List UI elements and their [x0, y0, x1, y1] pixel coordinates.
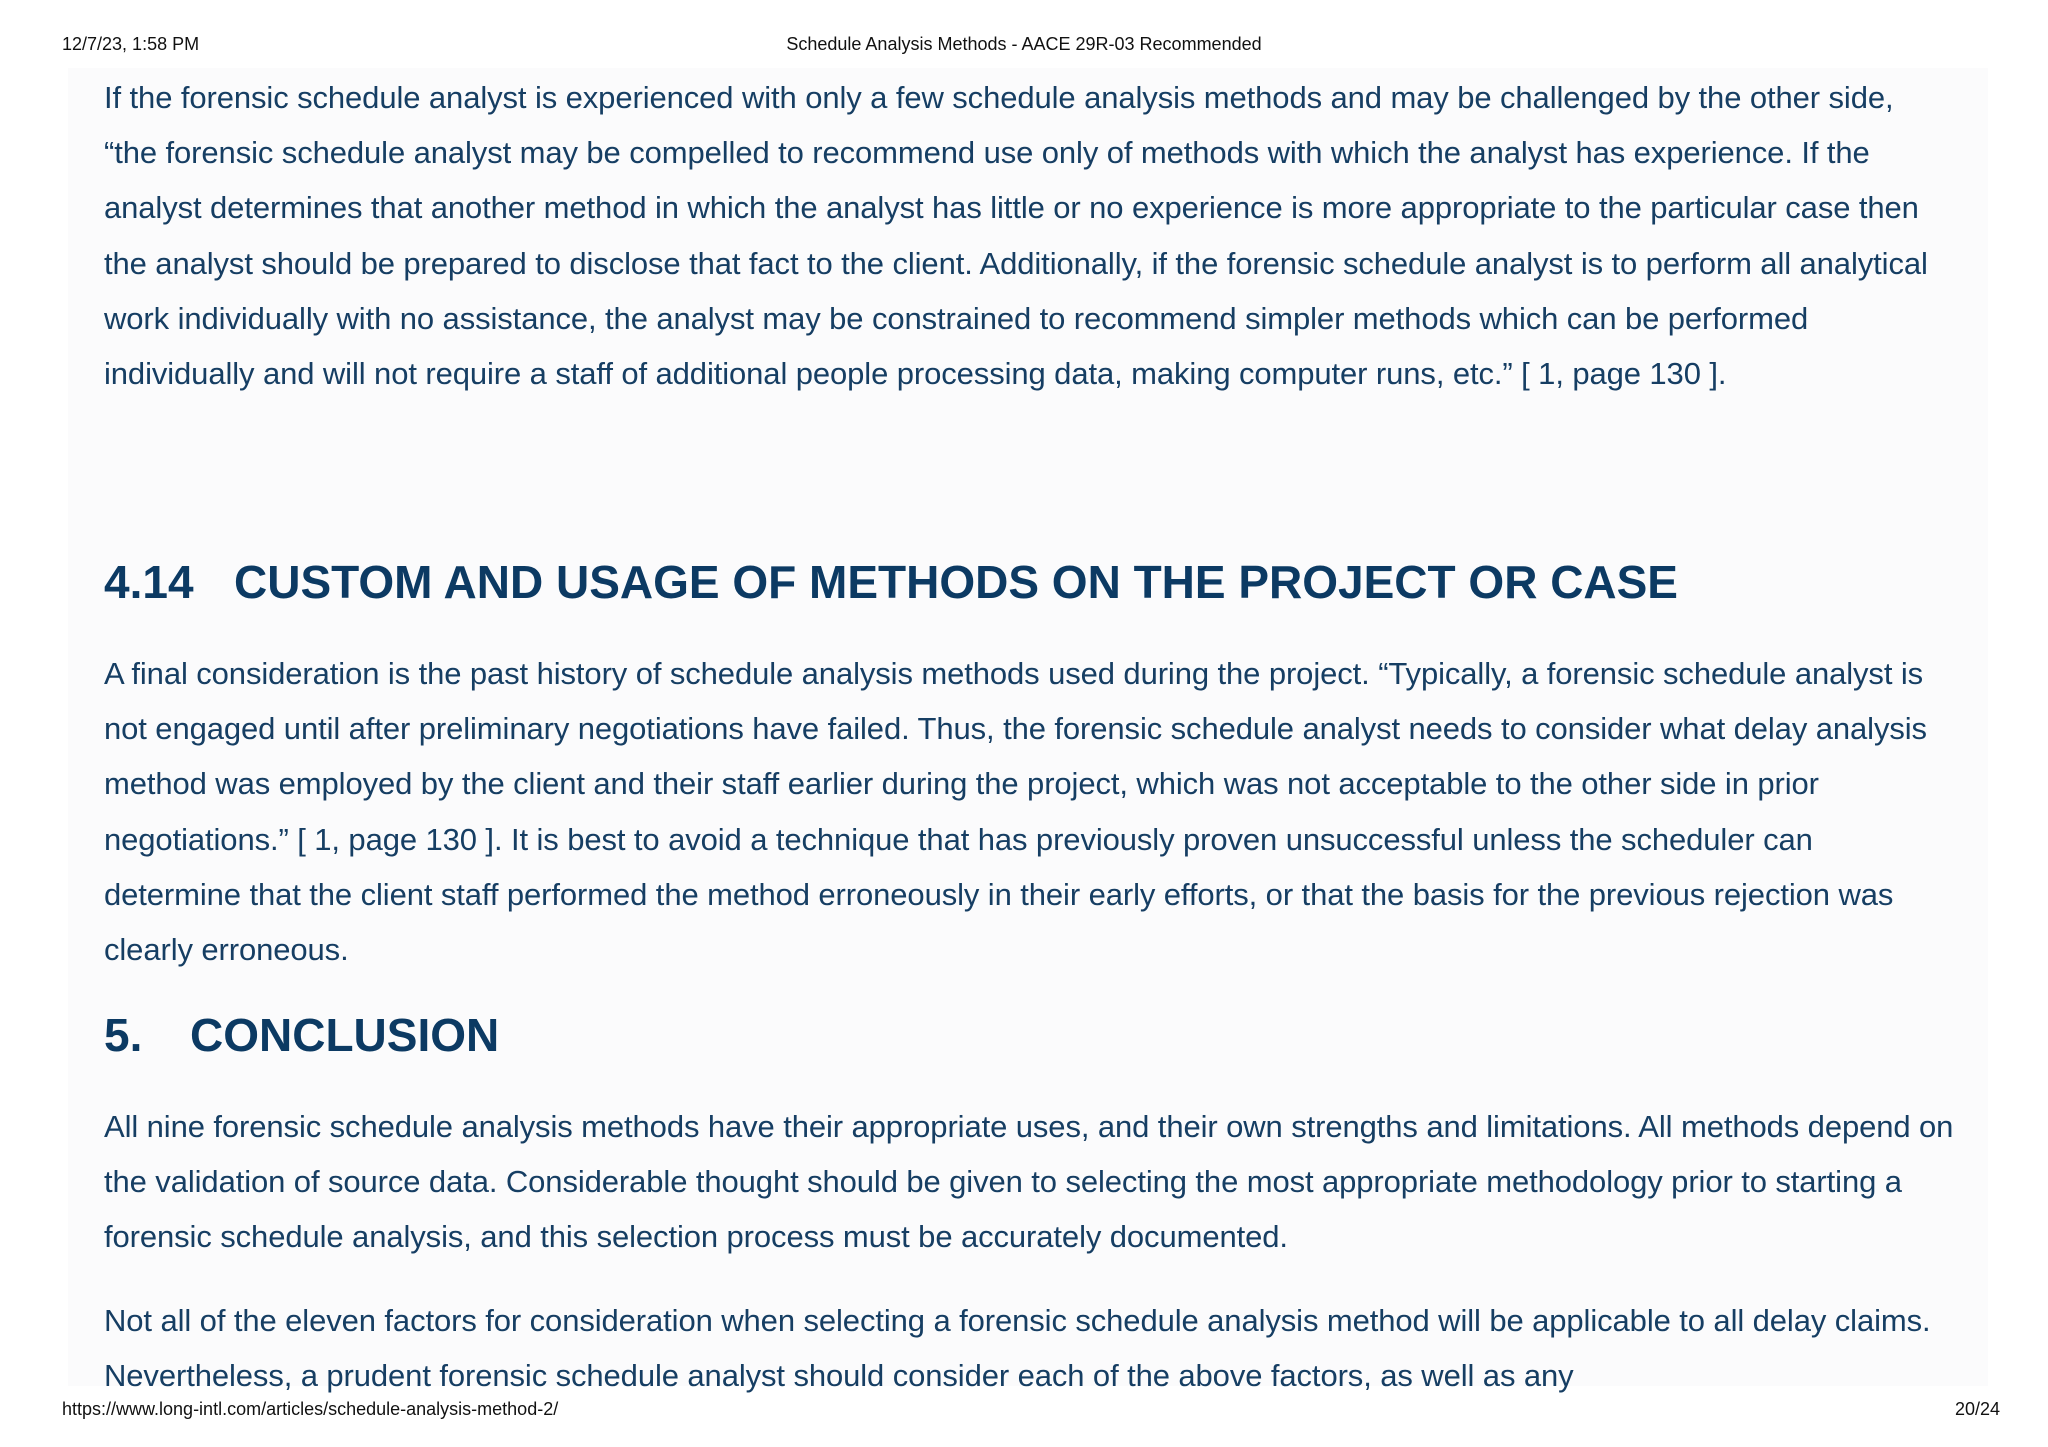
section-number: 5.: [104, 1009, 143, 1061]
print-header: [0, 34, 2048, 58]
section-title: CONCLUSION: [190, 1009, 500, 1061]
print-url: https://www.long-intl.com/articles/schedule-analysis-method-2/: [62, 1399, 559, 1419]
section-heading-5: [104, 1003, 499, 1067]
paragraph-conclusion-2: Not all of the eleven factors for consideration when selecting a forensic schedule analysis method will be applicable to all delay claims. Nevertheless, a prudent forensic schedule analyst should consider each of the above factors, as well as any: [104, 1303, 1931, 1394]
paragraph-custom-usage: A final consideration is the past history of schedule analysis methods used during the project. “Typically, a forensic schedule analyst is not engaged until after preliminary negotiations have failed. Thus, the forensic schedule analyst needs to consider what delay analysis method was employed by the client and their staff earlier during the project, which was not acceptable to the other side in prior negotiations.” [ 1, page 130 ]. It is best to avoid a technique that has previously proven unsuccessful unless the scheduler can determine that the client staff performed the method erroneously in their early efforts, or that the basis for the previous rejection was clearly erroneous.: [104, 656, 1927, 968]
section-number: 4.14: [104, 556, 194, 608]
print-footer: [0, 1399, 2048, 1423]
section-title: CUSTOM AND USAGE OF METHODS ON THE PROJECT OR CASE: [234, 556, 1678, 608]
paragraph-conclusion-1: All nine forensic schedule analysis methods have their appropriate uses, and their own strengths and limitations. All methods depend on the validation of source data. Considerable thought should be given to selecting the most appropriate methodology prior to starting a forensic schedule analysis, and this selection process must be accurately documented.: [104, 1109, 1954, 1255]
article-content: [68, 68, 1988, 1394]
print-page-number: 20/24: [1954, 1399, 2000, 1419]
paragraph-analyst-experience: If the forensic schedule analyst is experienced with only a few schedule analysis methods and may be challenged by the other side, “the forensic schedule analyst may be compelled to recommend use only of methods with which the analyst has experience. If the analyst determines that another method in which the analyst has little or no experience is more appropriate to the particular case then the analyst should be prepared to disclose that fact to the client. Additionally, if the forensic schedule analyst is to perform all analytical work individually with no assistance, the analyst may be constrained to recommend simpler methods which can be performed individually and will not require a staff of additional people processing data, making computer runs, etc.” [ 1, page 130 ].: [104, 80, 1928, 392]
print-datetime: 12/7/23, 1:58 PM: [62, 34, 200, 54]
print-page-title: Schedule Analysis Methods - AACE 29R-03 Recommended: [786, 34, 1262, 54]
section-heading-4-14: [104, 550, 1678, 614]
